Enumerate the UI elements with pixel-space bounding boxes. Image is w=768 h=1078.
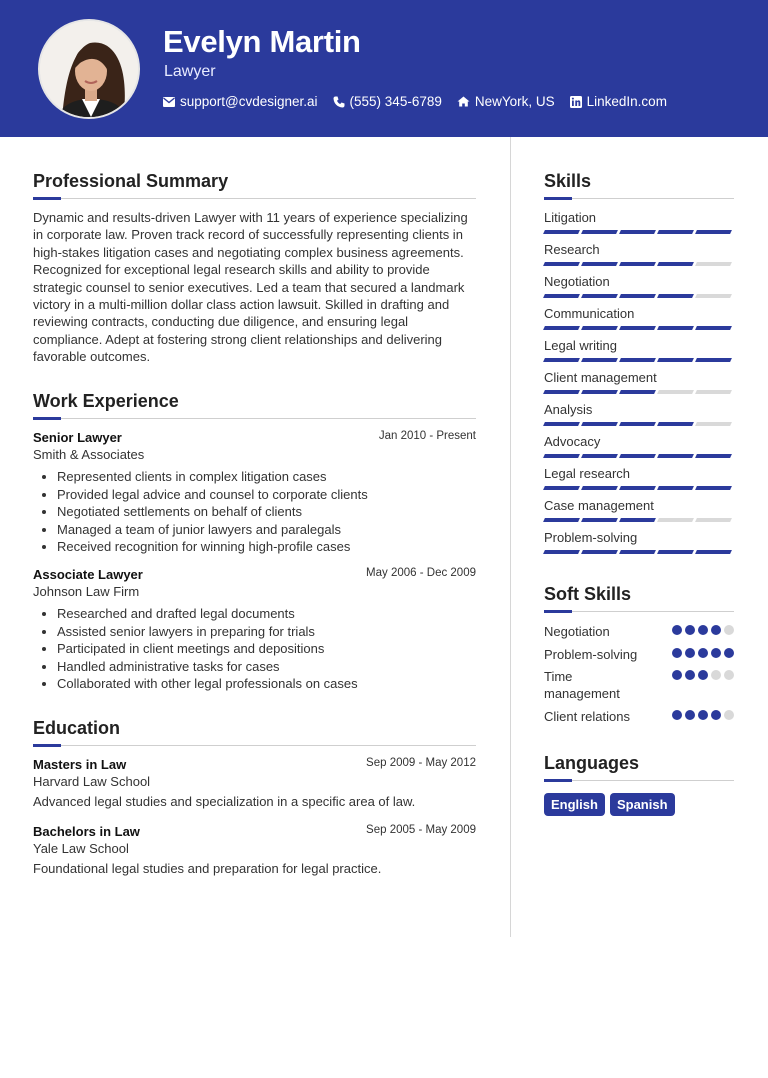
contact-location	[457, 94, 555, 109]
contact-location-text: NewYork, US	[474, 94, 555, 109]
skill-bar-segment	[619, 518, 655, 522]
job-bullet: • Collaborated with other legal professionals on cases	[57, 675, 476, 693]
experience-heading: Work Experience	[33, 391, 179, 411]
candidate-title: Lawyer	[164, 63, 216, 80]
skill-bar-segment	[543, 294, 579, 298]
job-bullet: • Received recognition for winning high-profile cases	[57, 538, 476, 556]
skill-bar-segment	[619, 486, 655, 490]
skill-rating-bar	[544, 486, 734, 490]
job-title: Senior Lawyer	[33, 430, 122, 445]
job-bullets	[33, 468, 476, 556]
job-company: Smith & Associates	[33, 447, 145, 462]
skill-rating-bar	[544, 390, 734, 394]
skills-rule-accent	[544, 197, 572, 200]
job-bullet: • Provided legal advice and counsel to corporate clients	[57, 486, 476, 504]
skill-bar-segment	[619, 454, 655, 458]
skill-rating-bar	[544, 454, 734, 458]
job-date: May 2006 - Dec 2009	[366, 567, 476, 579]
skill-bar-segment	[543, 326, 579, 330]
education-entry	[33, 824, 476, 876]
column-divider	[510, 137, 511, 937]
skill-bar-segment	[581, 294, 617, 298]
skill-bar-segment	[619, 230, 655, 234]
skill-bar-segment	[581, 454, 617, 458]
rating-dot	[711, 670, 721, 680]
skill-rating-bar	[544, 422, 734, 426]
languages-rule-accent	[544, 779, 572, 782]
home-icon	[457, 96, 470, 107]
skill-name: Problem-solving	[544, 530, 638, 545]
skill-rating-bar	[544, 550, 734, 554]
skill-bar-segment	[657, 230, 693, 234]
skill-bar-segment	[581, 486, 617, 490]
languages-rule	[544, 780, 734, 781]
skill-bar-segment	[581, 262, 617, 266]
education-description: Advanced legal studies and specialization in a specific area of law.	[33, 794, 416, 809]
skill-bar-segment	[657, 390, 693, 394]
avatar	[38, 19, 140, 119]
skill-item	[544, 210, 734, 234]
skill-bar-segment	[657, 422, 693, 426]
education-heading: Education	[33, 718, 121, 738]
skill-bar-segment	[581, 518, 617, 522]
job-bullet: • Researched and drafted legal documents	[57, 605, 476, 623]
soft-skill-rating	[669, 648, 734, 658]
skill-bar-segment	[695, 518, 731, 522]
soft-skill-rating	[669, 710, 734, 720]
skill-item	[544, 370, 734, 394]
contact-linkedin[interactable]	[570, 94, 667, 109]
skill-name: Client management	[544, 370, 657, 385]
skills-heading: Skills	[544, 171, 592, 191]
skill-name: Litigation	[544, 210, 597, 225]
education-entry	[33, 757, 476, 809]
education-description: Foundational legal studies and preparation for legal practice.	[33, 861, 382, 876]
job-bullet: • Negotiated settlements on behalf of clients	[57, 503, 476, 521]
skill-name: Legal research	[544, 466, 630, 481]
summary-heading: Professional Summary	[33, 171, 229, 191]
skill-bar-segment	[543, 422, 579, 426]
skills-rule	[544, 198, 734, 199]
skill-rating-bar	[544, 262, 734, 266]
skill-bar-segment	[581, 230, 617, 234]
contact-email-text: support@cvdesigner.ai	[180, 94, 318, 109]
rating-dot	[698, 625, 708, 635]
education-date: Sep 2009 - May 2012	[366, 757, 476, 769]
skill-bar-segment	[695, 390, 731, 394]
languages-heading: Languages	[544, 753, 640, 773]
rating-dot	[711, 625, 721, 635]
summary-rule	[33, 198, 476, 199]
skill-bar-segment	[543, 230, 579, 234]
soft-skill-item	[544, 668, 734, 702]
rating-dot	[711, 710, 721, 720]
skill-bar-segment	[657, 294, 693, 298]
soft-skill-rating	[669, 670, 734, 680]
language-badge: English	[544, 793, 605, 816]
skill-bar-segment	[619, 358, 655, 362]
skill-item	[544, 466, 734, 490]
rating-dot	[724, 670, 734, 680]
skill-bar-segment	[657, 550, 693, 554]
job-entry	[33, 430, 476, 556]
job-bullets	[33, 605, 476, 693]
skill-name: Research	[544, 242, 600, 257]
skill-bar-segment	[695, 486, 731, 490]
skill-bar-segment	[543, 550, 579, 554]
email-icon	[163, 97, 175, 107]
skill-item	[544, 306, 734, 330]
rating-dot	[711, 648, 721, 658]
rating-dot	[685, 625, 695, 635]
skill-bar-segment	[619, 390, 655, 394]
job-bullet: • Handled administrative tasks for cases	[57, 658, 476, 676]
soft-skill-rating	[669, 625, 734, 635]
rating-dot	[672, 625, 682, 635]
skill-bar-segment	[657, 486, 693, 490]
skill-item	[544, 274, 734, 298]
skill-bar-segment	[657, 454, 693, 458]
skill-bar-segment	[543, 390, 579, 394]
degree-title: Bachelors in Law	[33, 824, 140, 839]
contact-phone-text: (555) 345-6789	[349, 94, 442, 109]
rating-dot	[698, 710, 708, 720]
soft-skill-item	[544, 646, 734, 663]
skill-bar-segment	[619, 294, 655, 298]
soft-skills-rule	[544, 611, 734, 612]
soft-skill-item	[544, 623, 734, 640]
soft-skills-heading: Soft Skills	[544, 584, 632, 604]
job-company: Johnson Law Firm	[33, 584, 140, 599]
skill-bar-segment	[695, 294, 731, 298]
phone-icon	[333, 96, 345, 108]
soft-skill-name: Time management	[544, 669, 620, 701]
skill-bar-segment	[619, 326, 655, 330]
skill-bar-segment	[695, 454, 731, 458]
rating-dot	[724, 625, 734, 635]
skill-item	[544, 402, 734, 426]
job-bullet: • Managed a team of junior lawyers and paralegals	[57, 521, 476, 539]
contact-phone[interactable]	[333, 94, 442, 109]
skill-bar-segment	[581, 358, 617, 362]
skill-bar-segment	[543, 486, 579, 490]
degree-title: Masters in Law	[33, 757, 127, 772]
skill-rating-bar	[544, 230, 734, 234]
skill-item	[544, 498, 734, 522]
skill-rating-bar	[544, 358, 734, 362]
education-rule-accent	[33, 744, 61, 747]
skill-item	[544, 434, 734, 458]
skill-bar-segment	[695, 230, 731, 234]
skill-bar-segment	[543, 518, 579, 522]
skill-bar-segment	[657, 358, 693, 362]
experience-rule	[33, 418, 476, 419]
profile-photo	[40, 21, 140, 119]
skill-name: Analysis	[544, 402, 593, 417]
skill-name: Advocacy	[544, 434, 601, 449]
languages-list	[544, 793, 680, 816]
job-date: Jan 2010 - Present	[378, 430, 476, 442]
skill-bar-segment	[695, 326, 731, 330]
skill-bar-segment	[657, 518, 693, 522]
school-name: Harvard Law School	[33, 774, 151, 789]
skill-bar-segment	[543, 358, 579, 362]
skill-bar-segment	[657, 326, 693, 330]
skill-rating-bar	[544, 294, 734, 298]
rating-dot	[672, 670, 682, 680]
skill-item	[544, 242, 734, 266]
soft-skills-rule-accent	[544, 610, 572, 613]
education-date: Sep 2005 - May 2009	[366, 824, 476, 836]
skill-bar-segment	[657, 262, 693, 266]
skill-rating-bar	[544, 326, 734, 330]
skill-bar-segment	[619, 550, 655, 554]
rating-dot	[724, 710, 734, 720]
rating-dot	[685, 648, 695, 658]
skill-bar-segment	[695, 358, 731, 362]
school-name: Yale Law School	[33, 841, 129, 856]
rating-dot	[685, 710, 695, 720]
skill-bar-segment	[619, 422, 655, 426]
rating-dot	[698, 648, 708, 658]
soft-skill-name: Client relations	[544, 709, 630, 724]
skill-name: Case management	[544, 498, 654, 513]
skill-bar-segment	[581, 326, 617, 330]
skill-bar-segment	[695, 550, 731, 554]
skill-bar-segment	[581, 550, 617, 554]
rating-dot	[672, 710, 682, 720]
language-badge: Spanish	[610, 793, 675, 816]
skill-bar-segment	[619, 262, 655, 266]
job-bullet: • Assisted senior lawyers in preparing for trials	[57, 623, 476, 641]
education-rule	[33, 745, 476, 746]
job-title: Associate Lawyer	[33, 567, 143, 582]
experience-rule-accent	[33, 417, 61, 420]
contact-bar	[163, 94, 682, 109]
skill-bar-segment	[695, 422, 731, 426]
rating-dot	[685, 670, 695, 680]
soft-skill-item	[544, 708, 734, 725]
skill-bar-segment	[581, 390, 617, 394]
job-bullet: • Participated in client meetings and depositions	[57, 640, 476, 658]
skill-name: Communication	[544, 306, 635, 321]
header-banner	[0, 0, 768, 137]
skill-item	[544, 530, 734, 554]
soft-skill-name: Problem-solving	[544, 647, 638, 662]
skill-bar-segment	[543, 454, 579, 458]
contact-email[interactable]	[163, 94, 318, 109]
skill-bar-segment	[543, 262, 579, 266]
skill-name: Negotiation	[544, 274, 610, 289]
skill-bar-segment	[581, 422, 617, 426]
contact-linkedin-text: LinkedIn.com	[586, 94, 667, 109]
skill-bar-segment	[695, 262, 731, 266]
summary-text: Dynamic and results-driven Lawyer with 11 years of experience specializing in corporate law. Proven track record of successfully representing clients in high-stakes litigation cases and negotiating complex business agreements. Recognized for exceptional legal research skills and ability to provide strategic counsel to senior executives. Led a team that secured a landmark victory in a multi-million dollar class action lawsuit. Skilled in drafting and reviewing contracts, conducting due diligence, and ensuring legal compliance. Adept at fostering strong client relationships and delivering favorable outcomes.	[33, 210, 468, 365]
summary-rule-accent	[33, 197, 61, 200]
candidate-name: Evelyn Martin	[163, 24, 361, 59]
linkedin-icon	[570, 96, 582, 108]
skill-name: Legal writing	[544, 338, 617, 353]
job-entry	[33, 567, 476, 693]
rating-dot	[724, 648, 734, 658]
rating-dot	[698, 670, 708, 680]
job-bullet: • Represented clients in complex litigation cases	[57, 468, 476, 486]
rating-dot	[672, 648, 682, 658]
skill-rating-bar	[544, 518, 734, 522]
soft-skill-name: Negotiation	[544, 624, 610, 639]
skill-item	[544, 338, 734, 362]
